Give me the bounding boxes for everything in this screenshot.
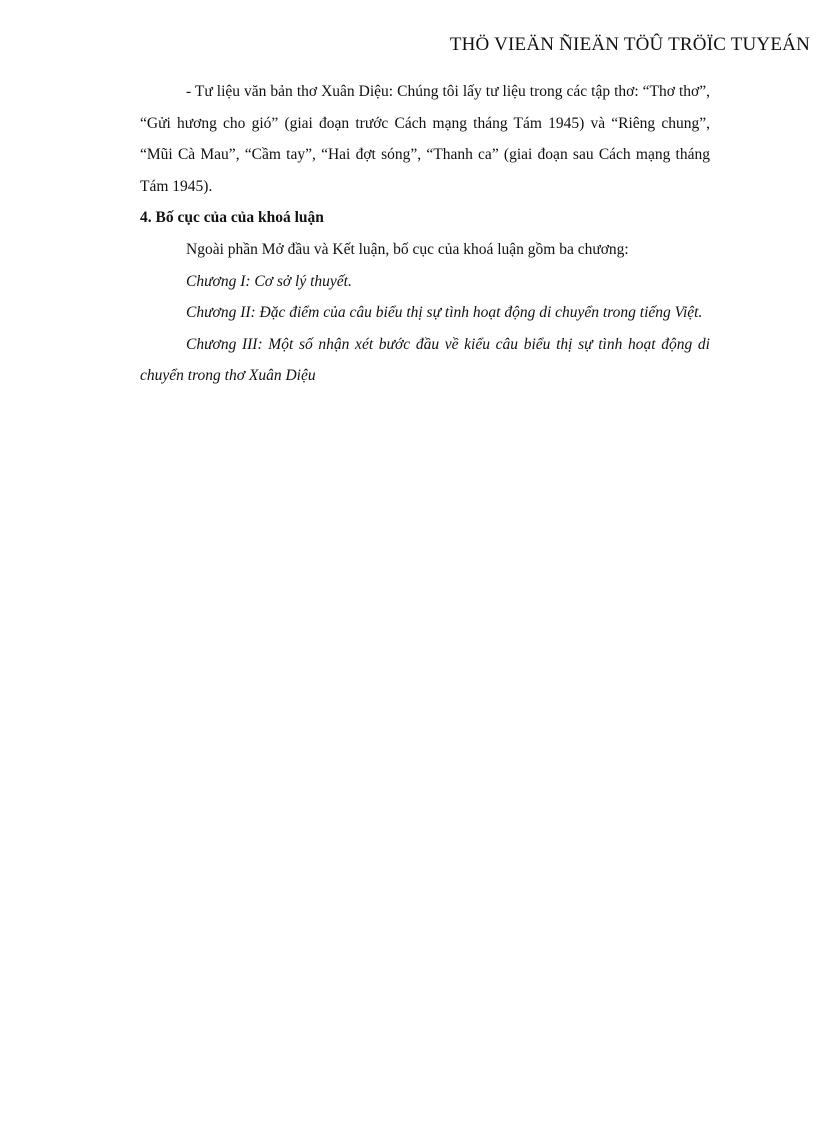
- chapter-2-line: Chương II: Đặc điểm của câu biểu thị sự tình hoạt động di chuyển trong tiếng Việt.: [186, 304, 703, 322]
- chapter-1-line: Chương I: Cơ sở lý thuyết.: [186, 272, 352, 290]
- structure-intro-paragraph: Ngoài phần Mở đầu và Kết luận, bố cục của khoá luận gồm ba chương:: [186, 240, 629, 258]
- section-heading: 4. Bố cục của của khoá luận: [140, 209, 324, 227]
- source-material-paragraph: - Tư liệu văn bản thơ Xuân Diệu: Chúng tôi lấy tư liệu trong các tập thơ: “Thơ thơ”, “Gửi hương cho gió” (giai đoạn trước Cách mạng tháng Tám 1945) và “Riêng chung”, “Mũi Cà Mau”, “Cầm tay”, “Hai đợt sóng”, “Thanh ca” (giai đoạn sau Cách mạng tháng Tám 1945).: [140, 83, 710, 195]
- page-header: THÖ VIEÄN ÑIEÄN TÖÛ TRÖÏC TUYEÁN: [449, 34, 810, 55]
- document-body: [140, 76, 710, 392]
- chapter-3-line: Chương III: Một số nhận xét bước đầu về kiểu câu biểu thị sự tình hoạt động di chuyển trong thơ Xuân Diệu: [140, 335, 710, 385]
